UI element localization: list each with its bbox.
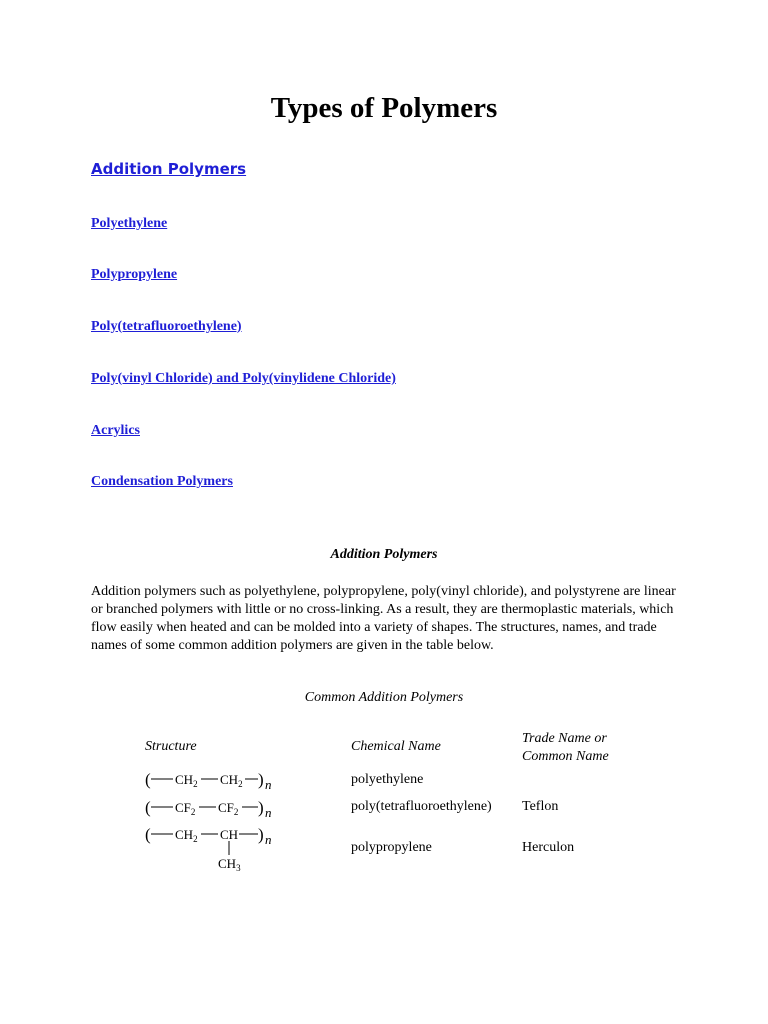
section-paragraph: Addition polymers such as polyethylene, polypropylene, poly(vinyl chloride), and polystyrene are linear or branched polymers with little or no cross-linking. As a result, they are thermoplastic materials, which flow easily when heated and can be molded into a variety of shapes. The structures, names, and trade names of some common addition polymers are given in the table below. xyxy=(91,584,676,653)
toc-section-link-addition-polymers[interactable]: Addition Polymers xyxy=(91,160,247,178)
header-trade-name-line2: Common Name xyxy=(522,749,609,764)
toc-link-acrylics[interactable]: Acrylics xyxy=(91,423,140,438)
toc-link-condensation-polymers[interactable]: Condensation Polymers xyxy=(91,474,233,489)
header-trade-name-line1: Trade Name or xyxy=(522,731,607,746)
formula-subscript-n: n xyxy=(265,832,272,847)
formula-subscript-n: n xyxy=(265,777,272,792)
formula-right-paren: ) xyxy=(258,798,264,817)
header-chemical-name: Chemical Name xyxy=(351,739,441,754)
formula-graphic xyxy=(143,822,283,874)
formula-branch: $CH_3$ xyxy=(218,856,241,873)
formula-graphic xyxy=(143,767,283,795)
page-title: Types of Polymers xyxy=(270,92,498,124)
formula-right-paren: ) xyxy=(258,825,264,844)
formula-unit2: CH xyxy=(220,827,239,842)
formula-unit1: $CH_2$ xyxy=(175,827,198,844)
formula-unit1: $CF_2$ xyxy=(175,800,196,817)
formula-right-paren: ) xyxy=(258,770,264,789)
formula-unit2: $CF_2$ xyxy=(218,800,239,817)
header-structure: Structure xyxy=(145,739,197,754)
chemical-name-cell: poly(tetrafluoroethylene) xyxy=(351,799,492,814)
trade-name-cell: Herculon xyxy=(522,840,575,855)
toc-link-polyethylene[interactable]: Polyethylene xyxy=(91,216,168,231)
formula-unit1: $CH_2$ xyxy=(175,772,198,789)
chemical-name-cell: polyethylene xyxy=(351,772,424,787)
structure-formula-polypropylene xyxy=(143,822,283,879)
toc-link-polytetrafluoroethylene[interactable]: Poly(tetrafluoroethylene) xyxy=(91,319,242,334)
toc-link-polypropylene[interactable]: Polypropylene xyxy=(91,267,178,282)
trade-name-cell: Teflon xyxy=(522,799,559,814)
toc-link-polyvinyl-chloride[interactable]: Poly(vinyl Chloride) and Poly(vinylidene Chloride) xyxy=(91,371,396,386)
formula-subscript-n: n xyxy=(265,805,272,820)
section-heading: Addition Polymers xyxy=(330,547,438,562)
formula-graphic xyxy=(143,795,283,823)
formula-unit2: $CH_2$ xyxy=(220,772,243,789)
formula-left-paren: ( xyxy=(145,825,151,844)
chemical-name-cell: polypropylene xyxy=(351,840,432,855)
formula-left-paren: ( xyxy=(145,770,151,789)
formula-left-paren: ( xyxy=(145,798,151,817)
table-caption: Common Addition Polymers xyxy=(304,690,464,705)
